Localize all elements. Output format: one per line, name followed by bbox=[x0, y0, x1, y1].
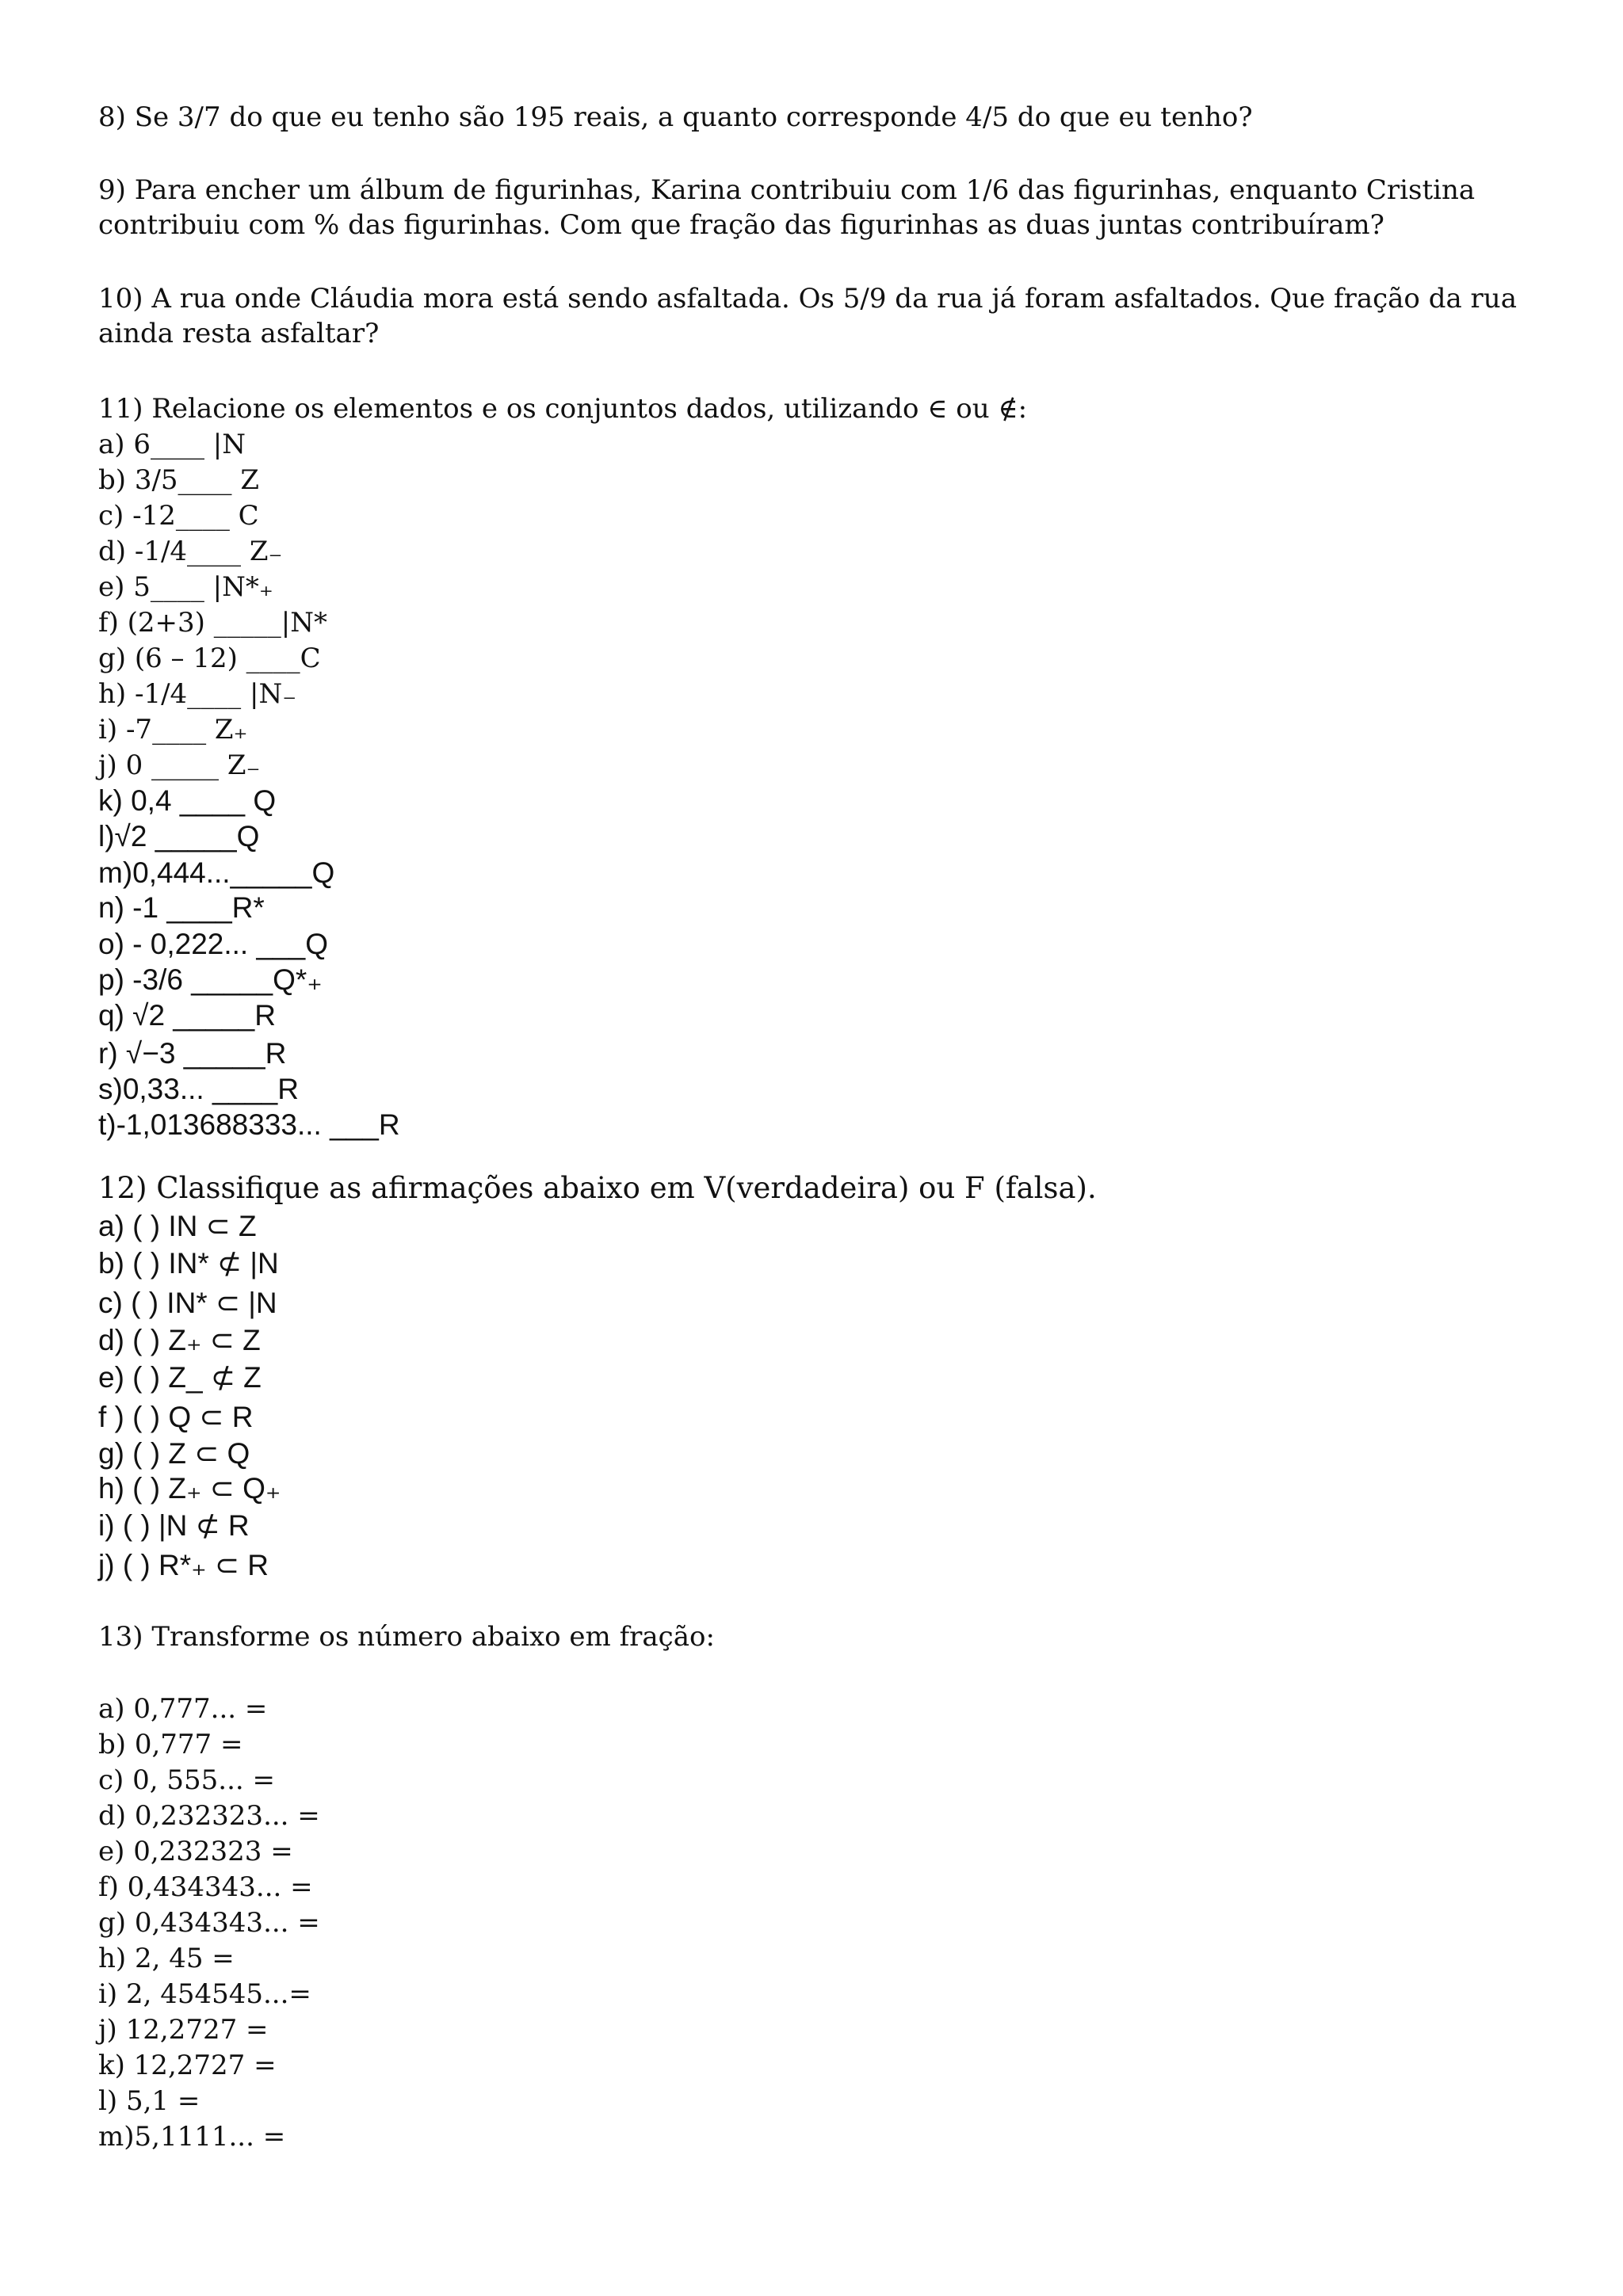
q11-item-n: n) -1 ____R* bbox=[98, 891, 265, 924]
q12-item-a: a) ( ) IN ⊂ Z bbox=[98, 1210, 257, 1242]
q11-item-h: h) -1/4____ |N₋ bbox=[98, 678, 297, 710]
q13-item-a: a) 0,777... = bbox=[98, 1693, 268, 1725]
question-12-title: 12) Classifique as afirmações abaixo em V(verdadeira) ou F (falsa). bbox=[98, 1171, 1097, 1205]
q13-item-g: g) 0,434343... = bbox=[98, 1907, 320, 1939]
q11-item-j: j) 0 _____ Z₋ bbox=[98, 749, 261, 781]
q13-item-m: m)5,1111... = bbox=[98, 2121, 286, 2153]
q13-item-i: i) 2, 454545...= bbox=[98, 1978, 311, 2010]
question-9: 9) Para encher um álbum de figurinhas, Karina contribuiu com 1/6 das figurinhas, enquanto Cristina contribuiu com % das figurinhas. Com que fração das figurinhas as duas juntas contribuíram? bbox=[98, 174, 1476, 241]
q11-item-l: l)√2 _____Q bbox=[98, 820, 260, 852]
q12-item-c: c) ( ) IN* ⊂ |N bbox=[98, 1287, 277, 1319]
question-8: 8) Se 3/7 do que eu tenho são 195 reais, a quanto corresponde 4/5 do que eu tenho? bbox=[98, 101, 1253, 133]
q11-item-c: c) -12____ C bbox=[98, 500, 259, 532]
q11-item-s: s)0,33... ____R bbox=[98, 1073, 299, 1105]
q13-item-l: l) 5,1 = bbox=[98, 2085, 200, 2117]
question-11-title: 11) Relacione os elementos e os conjuntos dados, utilizando ∈ ou ∉: bbox=[98, 393, 1028, 425]
q11-item-o: o) - 0,222... ___Q bbox=[98, 928, 329, 960]
q11-item-r: r) √−3 _____R bbox=[98, 1037, 287, 1070]
q11-item-m: m)0,444..._____Q bbox=[98, 856, 335, 889]
q12-item-j: j) ( ) R*₊ ⊂ R bbox=[98, 1549, 269, 1581]
q11-item-e: e) 5____ |N*₊ bbox=[98, 571, 273, 603]
q12-item-g: g) ( ) Z ⊂ Q bbox=[98, 1437, 250, 1470]
q11-item-d: d) -1/4____ Z₋ bbox=[98, 536, 283, 567]
q11-item-k: k) 0,4 ____ Q bbox=[98, 784, 277, 817]
q13-item-h: h) 2, 45 = bbox=[98, 1943, 235, 1974]
q12-item-i: i) ( ) |N ⊄ R bbox=[98, 1509, 250, 1542]
q11-item-g: g) (6 – 12) ____C bbox=[98, 643, 321, 674]
q11-item-q: q) √2 _____R bbox=[98, 999, 276, 1032]
q11-item-f: f) (2+3) _____|N* bbox=[98, 607, 327, 639]
q13-item-d: d) 0,232323... = bbox=[98, 1800, 320, 1832]
q12-item-b: b) ( ) IN* ⊄ |N bbox=[98, 1247, 279, 1280]
q13-item-b: b) 0,777 = bbox=[98, 1729, 243, 1760]
q11-item-t: t)-1,013688333... ___R bbox=[98, 1108, 400, 1141]
q12-item-d: d) ( ) Z₊ ⊂ Z bbox=[98, 1324, 261, 1356]
q11-item-a: a) 6____ |N bbox=[98, 429, 246, 460]
q13-item-f: f) 0,434343... = bbox=[98, 1871, 313, 1903]
q11-item-p: p) -3/6 _____Q*₊ bbox=[98, 963, 323, 996]
question-13-title: 13) Transforme os número abaixo em fração: bbox=[98, 1621, 715, 1653]
q12-item-e: e) ( ) Z_ ⊄ Z bbox=[98, 1361, 262, 1394]
q13-item-k: k) 12,2727 = bbox=[98, 2050, 277, 2081]
q13-item-j: j) 12,2727 = bbox=[98, 2014, 269, 2046]
q12-item-h: h) ( ) Z₊ ⊂ Q₊ bbox=[98, 1472, 281, 1505]
q11-item-i: i) -7____ Z₊ bbox=[98, 714, 248, 746]
q13-item-c: c) 0, 555... = bbox=[98, 1764, 275, 1796]
q13-item-e: e) 0,232323 = bbox=[98, 1836, 293, 1867]
q12-item-f: f ) ( ) Q ⊂ R bbox=[98, 1401, 254, 1433]
q11-item-b: b) 3/5____ Z bbox=[98, 464, 259, 496]
question-10: 10) A rua onde Cláudia mora está sendo asfaltada. Os 5/9 da rua já foram asfaltados. Que fração da rua ainda resta asfaltar? bbox=[98, 283, 1517, 349]
